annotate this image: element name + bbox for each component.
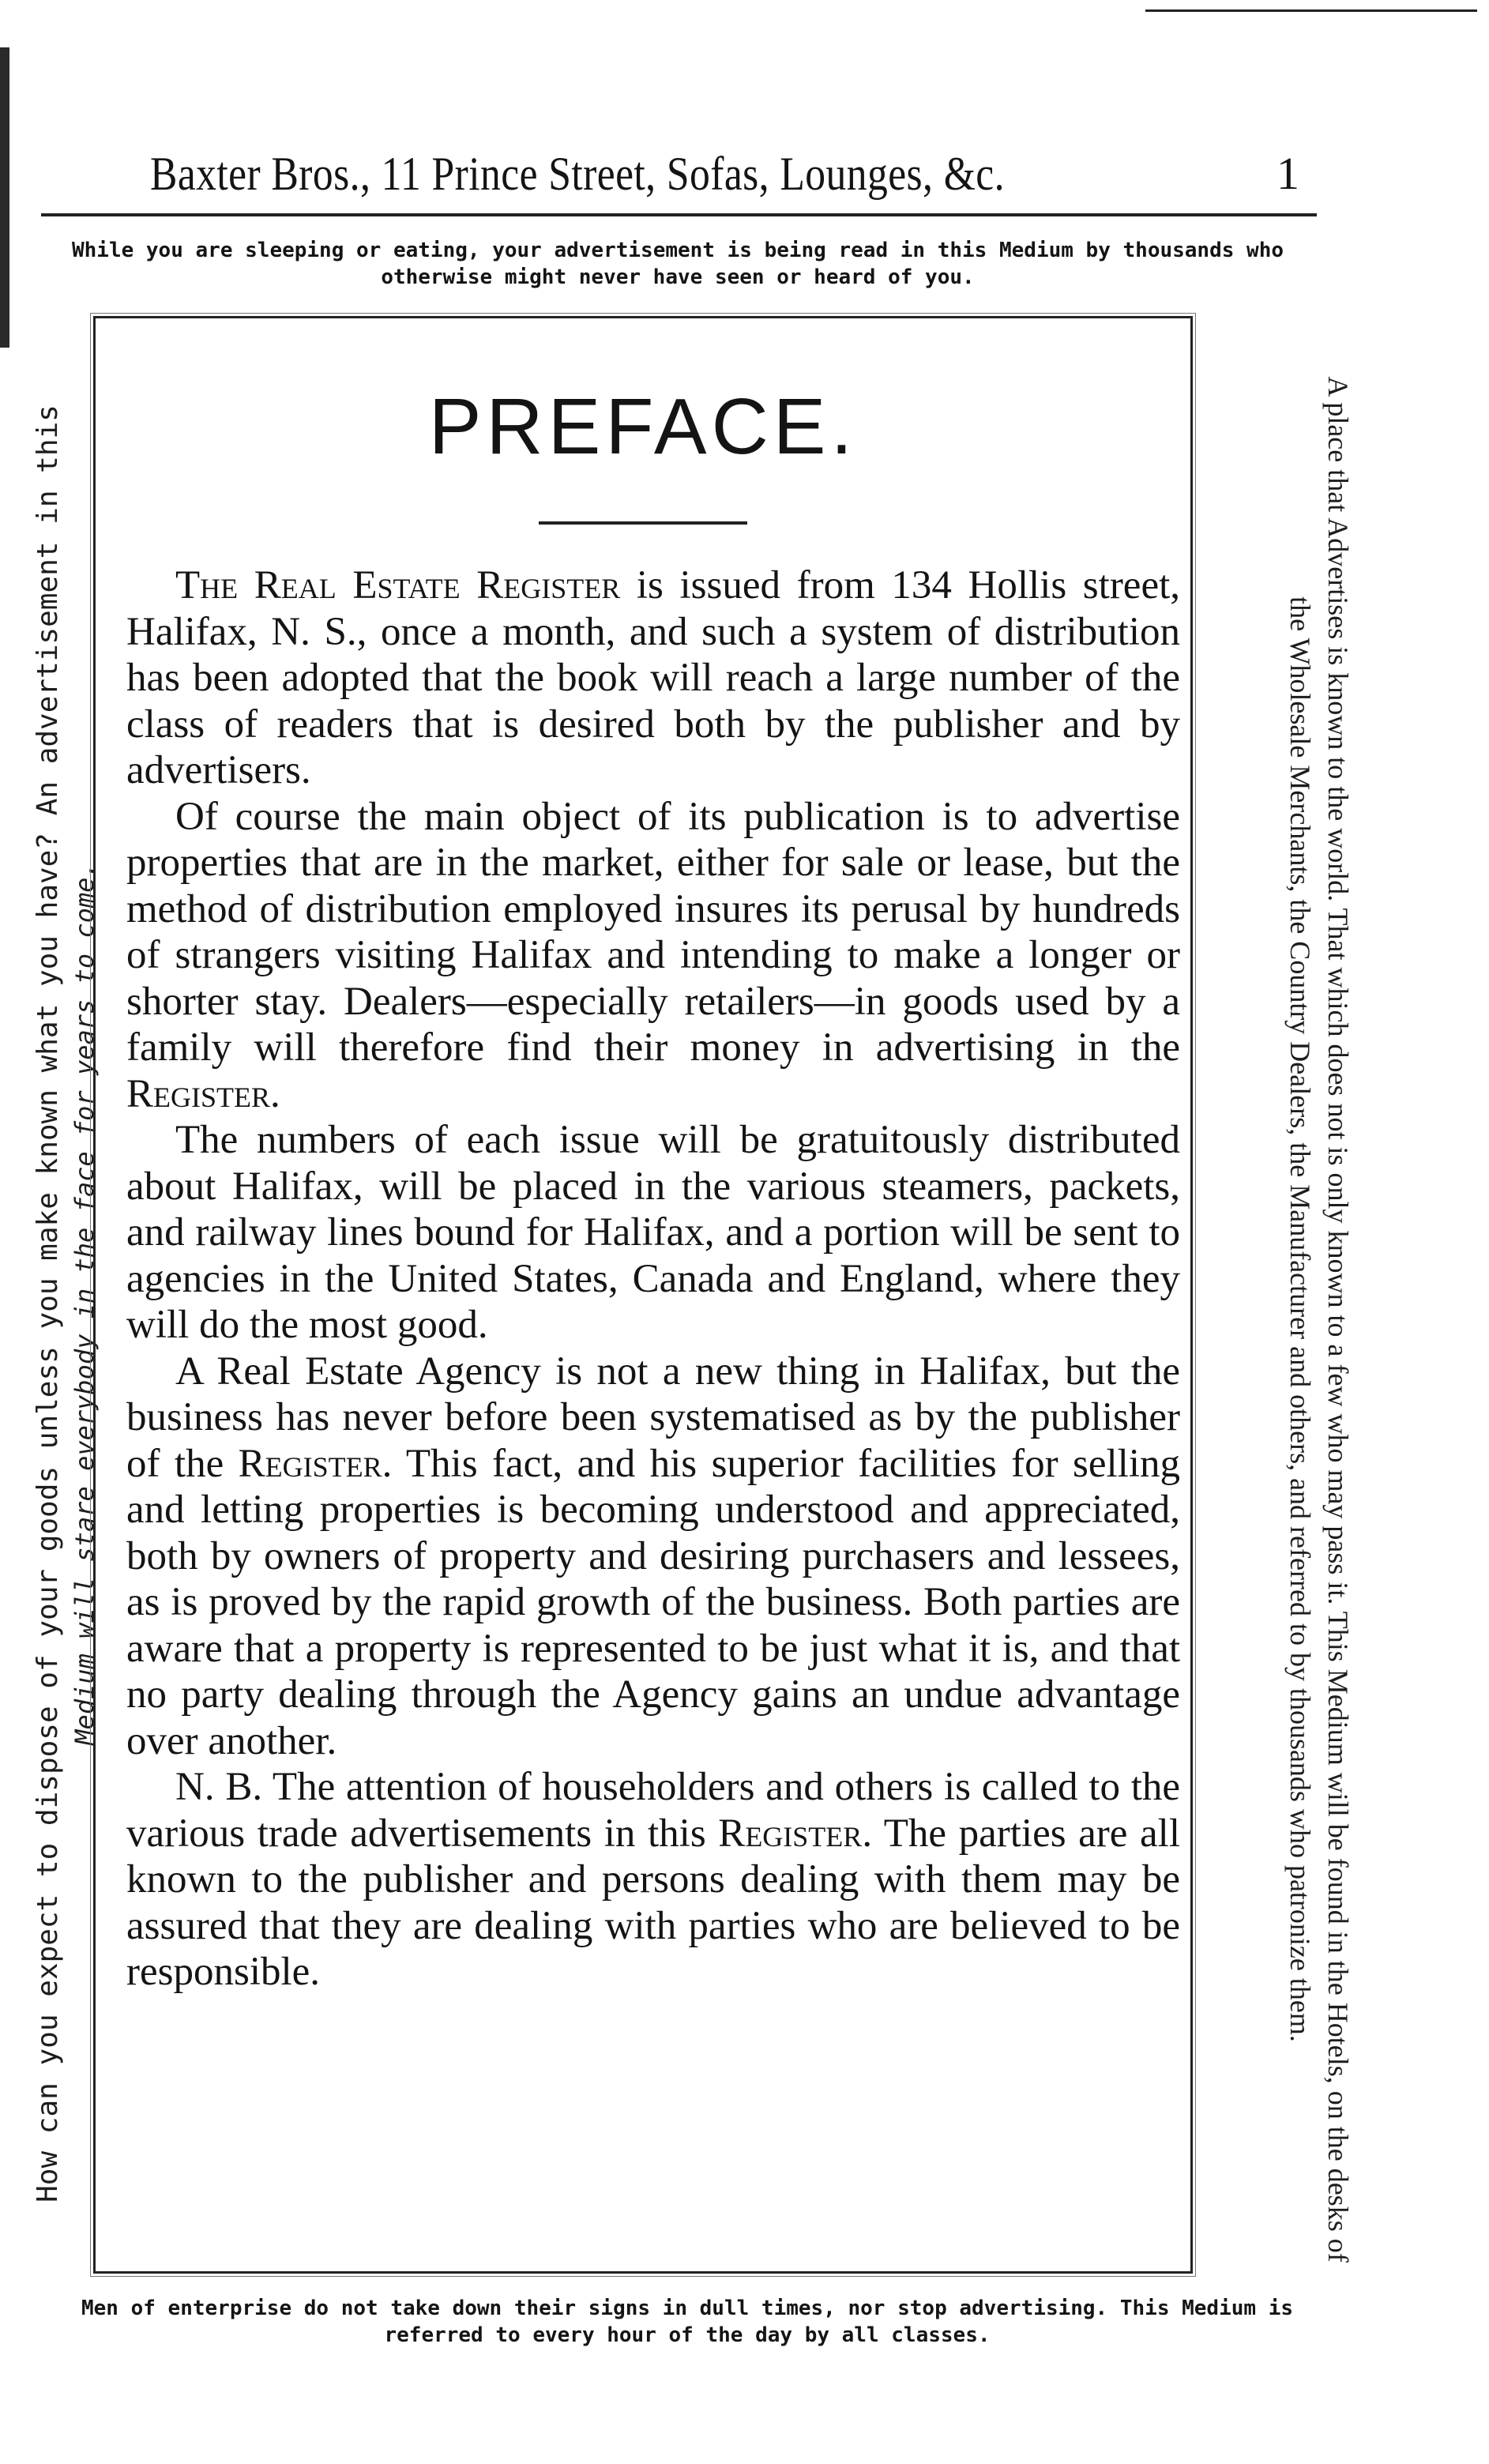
register-name: Register: [126, 1071, 271, 1116]
left-margin-ad-line-1: How can you expect to dispose of your goods unless you make known what you have? An advertisement in this: [32, 404, 64, 2203]
top-advertisement-banner: While you are sleeping or eating, your advertisement is being read in this Medium by thousands who otherwise might never have seen or heard of you.: [71, 239, 1284, 289]
bottom-advertisement-banner: Men of enterprise do not take down their signs in dull times, nor stop advertising. This Medium is referred to every hour of the day by all classes.: [81, 2297, 1294, 2347]
paragraph-2-text: Of course the main object of its publication is to advertise properties that are in the market, either for sale or lease, but the method of distribution employed insures its perusal by hundreds of strangers visiting Halifax and intending to make a longer or shorter stay. Dealers—especially retailers—in goods used by a family will therefore find their money in advertising in the: [126, 794, 1180, 1070]
paragraph-3: The numbers of each issue will be gratuitously distributed about Halifax, will be placed in the various steamers, packets, and railway lines bound for Halifax, and a portion will be sent to agencies in the United States, Canada and England, where they will do the most good.: [126, 1118, 1180, 1347]
top-corner-rule: [1145, 9, 1477, 12]
paragraph-2-end: .: [270, 1071, 280, 1116]
paragraph-1-text: is issued from 134 Hollis street, Halifax, N. S., once a month, and such a system of distribution has been adopted that the book will reach a large number of the class of readers that is desired both by the publisher and by advertisers.: [126, 563, 1180, 792]
header-divider: [41, 213, 1317, 216]
register-name: Register: [718, 1811, 863, 1856]
paragraph-5-text-a: N. B. The attention of householders and others is called to the various trade advertisements in this: [126, 1765, 1180, 1856]
running-header-title: Baxter Bros., 11 Prince Street, Sofas, Lounges, &c.: [150, 148, 1005, 200]
publication-name: The Real Estate Register: [175, 563, 621, 608]
register-name: Register: [238, 1441, 382, 1486]
paragraph-5-nota-bene: [126, 1764, 1180, 1996]
paragraph-1: [126, 562, 1180, 794]
preface-body: [126, 562, 1180, 2261]
page-edge-shadow: [0, 47, 9, 348]
paragraph-5-text-b: . The parties are all known to the publisher and persons dealing with them may be assured that they are dealing with parties who are believed to be responsible.: [126, 1811, 1180, 1994]
paragraph-4-text-b: . This fact, and his superior facilities for selling and letting properties is becoming understood and appreciated, both by owners of property and desiring purchasers and lessees, as is proved by the rapid growth of the business. Both parties are aware that a property is represented to be just what it is, and that no party dealing through the Agency gains an undue advantage over another.: [126, 1441, 1180, 1763]
preface-heading: PREFACE.: [428, 382, 858, 471]
paragraph-4: [126, 1349, 1180, 1765]
paragraph-2: [126, 794, 1180, 1118]
paragraph-4-text-a: A Real Estate Agency is not a new thing in Halifax, but the business has never before been systematised as by the publisher of the: [126, 1349, 1180, 1486]
right-margin-advertisement: A place that Advertises is known to the world. That which does not is only known to a few who may pass it. This Medium will be found in the Hotels, on the desks of the Wholesale Merchants, the Country Dealers, the Manufacturer and others, and referred to by thousands who patronize them.: [1284, 376, 1354, 2263]
heading-rule: [539, 521, 747, 525]
left-margin-ad-line-2: Medium will stare everybody in the face for years to come.: [70, 862, 100, 1745]
page-number: 1: [1277, 148, 1299, 199]
